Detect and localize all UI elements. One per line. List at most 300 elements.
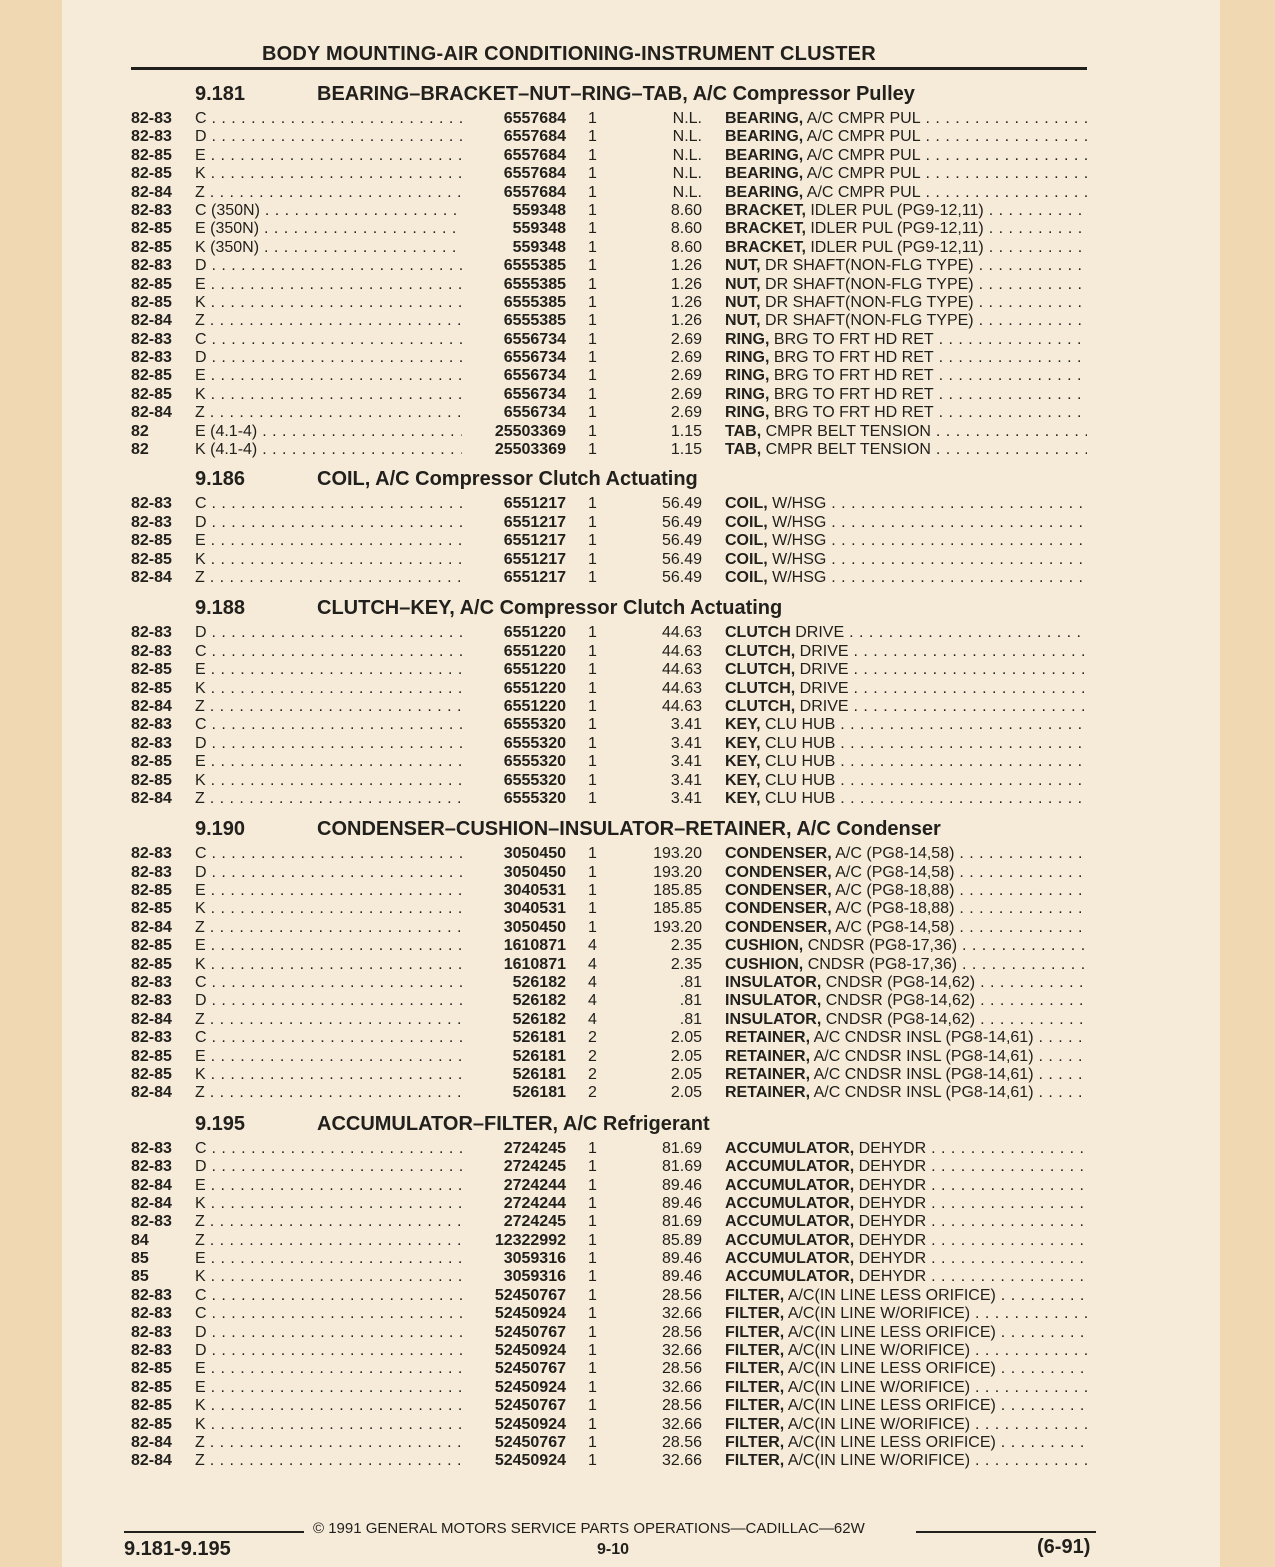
- description-cell: [725, 1287, 1087, 1305]
- model-cell: D . . .: [195, 128, 463, 146]
- parts-row: [0, 845, 1275, 863]
- quantity-cell: 1: [588, 422, 597, 440]
- description-noun: FILTER,: [725, 1452, 785, 1470]
- description-noun: CLUTCH,: [725, 679, 796, 697]
- price-cell: 2.69: [670, 367, 702, 385]
- description-noun: FILTER,: [725, 1378, 785, 1396]
- model-cell: Z . . .: [195, 312, 463, 330]
- parts-row: [0, 532, 1275, 550]
- description-noun: INSULATOR,: [725, 974, 822, 992]
- parts-row: [0, 937, 1275, 955]
- section-heading: [0, 1113, 1275, 1140]
- model-cell: E . . .: [195, 367, 463, 385]
- description-cell: [725, 937, 1087, 955]
- description-detail: A/C CMPR PUL: [806, 128, 921, 146]
- parts-row: [0, 1416, 1275, 1434]
- quantity-cell: 1: [588, 275, 597, 293]
- parts-row: [0, 1434, 1275, 1452]
- part-number-cell: 6555385: [462, 294, 566, 312]
- parts-row: [0, 1066, 1275, 1084]
- year-cell: 82-83: [131, 330, 172, 348]
- model-cell: Z . . .: [195, 1232, 463, 1250]
- year-cell: 82-83: [131, 1323, 172, 1341]
- footer-page-number: 9-10: [597, 1541, 630, 1558]
- parts-row: [0, 128, 1275, 146]
- quantity-cell: 1: [588, 1158, 597, 1176]
- quantity-cell: 1: [588, 441, 597, 459]
- model-cell: K . . .: [195, 165, 463, 183]
- quantity-cell: 4: [588, 1010, 597, 1028]
- section-number: 9.195: [195, 1112, 246, 1135]
- year-cell: 82-84: [131, 183, 172, 201]
- year-cell: 82: [131, 422, 149, 440]
- part-number-cell: 6555320: [462, 716, 566, 734]
- part-number-cell: 52450767: [462, 1287, 566, 1305]
- description-detail: A/C (PG8-14,58): [835, 845, 955, 863]
- price-cell: 44.63: [661, 624, 702, 642]
- parts-row: [0, 367, 1275, 385]
- part-number-cell: 2724245: [462, 1213, 566, 1231]
- year-cell: 82-83: [131, 1213, 172, 1231]
- model-cell: C . . .: [195, 110, 463, 128]
- quantity-cell: 2: [588, 1065, 597, 1083]
- description-noun: KEY,: [725, 789, 761, 807]
- year-cell: 82-85: [131, 1378, 172, 1396]
- year-cell: 82-85: [131, 293, 172, 311]
- quantity-cell: 1: [588, 1397, 597, 1415]
- parts-row: [0, 569, 1275, 587]
- description-detail: A/C(IN LINE LESS ORIFICE): [787, 1360, 996, 1378]
- section-title: BEARING–BRACKET–NUT–RING–TAB, A/C Compressor Pulley: [317, 83, 915, 105]
- description-detail: A/C CNDSR INSL (PG8-14,61): [813, 1029, 1034, 1047]
- parts-row: [0, 1342, 1275, 1360]
- part-number-cell: 1610871: [462, 937, 566, 955]
- part-number-cell: 6557684: [462, 147, 566, 165]
- description-noun: FILTER,: [725, 1342, 785, 1360]
- description-cell: [725, 239, 1087, 257]
- parts-row: [0, 1379, 1275, 1397]
- quantity-cell: 1: [588, 661, 597, 679]
- year-cell: 82-85: [131, 1065, 172, 1083]
- parts-row: [0, 1452, 1275, 1470]
- price-cell: 1.15: [670, 422, 702, 440]
- part-number-cell: 52450924: [462, 1452, 566, 1470]
- year-cell: 82-83: [131, 624, 172, 642]
- description-noun: FILTER,: [725, 1286, 785, 1304]
- model-cell: E . . .: [195, 1379, 463, 1397]
- price-cell: 8.60: [670, 220, 702, 238]
- price-cell: 89.46: [661, 1250, 702, 1268]
- model-cell: C . . .: [195, 495, 463, 513]
- part-number-cell: 6556734: [462, 349, 566, 367]
- year-cell: 82-84: [131, 568, 172, 586]
- description-detail: A/C (PG8-18,88): [835, 882, 955, 900]
- quantity-cell: 1: [588, 624, 597, 642]
- price-cell: .81: [679, 992, 702, 1010]
- year-cell: 82-85: [131, 238, 172, 256]
- quantity-cell: 1: [588, 1250, 597, 1268]
- price-cell: 185.85: [653, 900, 702, 918]
- year-cell: 85: [131, 1250, 149, 1268]
- description-noun: TAB,: [725, 441, 762, 459]
- description-cell: [725, 753, 1087, 771]
- description-noun: FILTER,: [725, 1397, 785, 1415]
- year-cell: 82-85: [131, 1047, 172, 1065]
- model-cell: D . . .: [195, 864, 463, 882]
- description-noun: RETAINER,: [725, 1065, 811, 1083]
- part-number-cell: 3050450: [462, 864, 566, 882]
- description-detail: CLU HUB: [765, 789, 836, 807]
- model-cell: Z . . .: [195, 184, 463, 202]
- description-detail: W/HSG: [772, 513, 827, 531]
- year-cell: 82-84: [131, 1452, 172, 1470]
- description-cell: [725, 551, 1087, 569]
- quantity-cell: 1: [588, 550, 597, 568]
- description-detail: DEHYDR: [858, 1139, 927, 1157]
- description-cell: [725, 864, 1087, 882]
- year-cell: 82-85: [131, 679, 172, 697]
- part-number-cell: 6556734: [462, 386, 566, 404]
- description-detail: CLU HUB: [765, 753, 836, 771]
- price-cell: 89.46: [661, 1176, 702, 1194]
- parts-row: [0, 1250, 1275, 1268]
- quantity-cell: 1: [588, 349, 597, 367]
- description-noun: COIL,: [725, 495, 768, 513]
- description-noun: ACCUMULATOR,: [725, 1194, 855, 1212]
- description-cell: [725, 919, 1087, 937]
- year-cell: 82-83: [131, 201, 172, 219]
- part-number-cell: 3059316: [462, 1250, 566, 1268]
- description-cell: [725, 1029, 1087, 1047]
- description-noun: KEY,: [725, 753, 761, 771]
- description-cell: [725, 1011, 1087, 1029]
- description-noun: BRACKET,: [725, 201, 806, 219]
- description-detail: DRIVE: [795, 624, 845, 642]
- parts-row: [0, 1287, 1275, 1305]
- part-number-cell: 559348: [462, 220, 566, 238]
- part-number-cell: 6551217: [462, 532, 566, 550]
- model-cell: D . . .: [195, 1324, 463, 1342]
- quantity-cell: 4: [588, 955, 597, 973]
- description-cell: [725, 772, 1087, 790]
- description-detail: A/C(IN LINE W/ORIFICE): [787, 1452, 971, 1470]
- quantity-cell: 1: [588, 1342, 597, 1360]
- header-rule: [131, 67, 1087, 70]
- parts-row: [0, 404, 1275, 422]
- price-cell: 2.35: [670, 937, 702, 955]
- year-cell: 82-83: [131, 974, 172, 992]
- description-cell: [725, 514, 1087, 532]
- description-cell: [725, 1066, 1087, 1084]
- description-cell: [725, 1084, 1087, 1102]
- quantity-cell: 1: [588, 128, 597, 146]
- price-cell: 1.15: [670, 441, 702, 459]
- quantity-cell: 1: [588, 1268, 597, 1286]
- description-detail: A/C CMPR PUL: [806, 183, 921, 201]
- year-cell: 82-84: [131, 789, 172, 807]
- description-cell: [725, 698, 1087, 716]
- description-noun: RING,: [725, 330, 770, 348]
- part-number-cell: 6551220: [462, 624, 566, 642]
- model-cell: C . . .: [195, 974, 463, 992]
- model-cell: K . . .: [195, 294, 463, 312]
- model-cell: E (4.1-4) . . .: [195, 423, 463, 441]
- footer-copyright: © 1991 GENERAL MOTORS SERVICE PARTS OPERATIONS—CADILLAC—62W: [313, 1520, 865, 1537]
- quantity-cell: 1: [588, 1434, 597, 1451]
- price-cell: 56.49: [661, 513, 702, 531]
- description-detail: CMPR BELT TENSION: [765, 422, 931, 440]
- description-noun: INSULATOR,: [725, 992, 822, 1010]
- footer-section-range: 9.181-9.195: [124, 1538, 231, 1560]
- part-number-cell: 6551217: [462, 551, 566, 569]
- model-cell: E (350N) . . .: [195, 220, 463, 238]
- description-detail: DEHYDR: [858, 1250, 927, 1268]
- price-cell: 3.41: [670, 734, 702, 752]
- description-noun: ACCUMULATOR,: [725, 1268, 855, 1286]
- parts-row: [0, 1084, 1275, 1102]
- year-cell: 84: [131, 1231, 149, 1249]
- description-cell: [725, 220, 1087, 238]
- price-cell: 81.69: [661, 1139, 702, 1157]
- price-cell: 28.56: [661, 1397, 702, 1415]
- parts-row: [0, 680, 1275, 698]
- part-number-cell: 526182: [462, 1011, 566, 1029]
- price-cell: 81.69: [661, 1158, 702, 1176]
- price-cell: 44.63: [661, 679, 702, 697]
- price-cell: 2.69: [670, 385, 702, 403]
- part-number-cell: 52450924: [462, 1379, 566, 1397]
- description-detail: CNDSR (PG8-14,62): [825, 992, 976, 1010]
- description-noun: BRACKET,: [725, 238, 806, 256]
- part-number-cell: 6556734: [462, 367, 566, 385]
- description-noun: FILTER,: [725, 1434, 785, 1451]
- quantity-cell: 1: [588, 330, 597, 348]
- parts-row: [0, 1305, 1275, 1323]
- part-number-cell: 52450924: [462, 1305, 566, 1323]
- description-cell: [725, 349, 1087, 367]
- year-cell: 82-85: [131, 1360, 172, 1378]
- part-number-cell: 52450924: [462, 1342, 566, 1360]
- price-cell: 2.69: [670, 330, 702, 348]
- quantity-cell: 1: [588, 1360, 597, 1378]
- parts-row: [0, 1268, 1275, 1286]
- description-noun: KEY,: [725, 734, 761, 752]
- year-cell: 82-85: [131, 550, 172, 568]
- year-cell: 82-83: [131, 1139, 172, 1157]
- description-cell: [725, 1268, 1087, 1286]
- description-noun: RING,: [725, 404, 770, 422]
- part-number-cell: 6551220: [462, 643, 566, 661]
- description-cell: [725, 680, 1087, 698]
- parts-row: [0, 276, 1275, 294]
- description-cell: [725, 257, 1087, 275]
- price-cell: 3.41: [670, 771, 702, 789]
- description-noun: CUSHION,: [725, 955, 804, 973]
- description-detail: A/C CNDSR INSL (PG8-14,61): [813, 1084, 1034, 1102]
- model-cell: C (350N) . . .: [195, 202, 463, 220]
- description-cell: [725, 790, 1087, 808]
- model-cell: K . . .: [195, 386, 463, 404]
- quantity-cell: 1: [588, 404, 597, 422]
- part-number-cell: 3050450: [462, 845, 566, 863]
- parts-row: [0, 294, 1275, 312]
- parts-row: [0, 661, 1275, 679]
- parts-row: [0, 514, 1275, 532]
- part-number-cell: 52450767: [462, 1434, 566, 1452]
- price-cell: 81.69: [661, 1213, 702, 1231]
- description-noun: CONDENSER,: [725, 918, 832, 936]
- description-noun: BEARING,: [725, 128, 804, 146]
- quantity-cell: 1: [588, 697, 597, 715]
- price-cell: .81: [679, 1010, 702, 1028]
- year-cell: 82-83: [131, 1158, 172, 1176]
- description-detail: CNDSR (PG8-17,36): [807, 955, 958, 973]
- quantity-cell: 1: [588, 1452, 597, 1470]
- description-noun: BEARING,: [725, 183, 804, 201]
- year-cell: 82-85: [131, 367, 172, 385]
- year-cell: 82-85: [131, 220, 172, 238]
- year-cell: 82-84: [131, 1010, 172, 1028]
- price-cell: 56.49: [661, 568, 702, 586]
- price-cell: 2.05: [670, 1084, 702, 1102]
- description-noun: KEY,: [725, 771, 761, 789]
- parts-row: [0, 147, 1275, 165]
- description-detail: CLU HUB: [765, 771, 836, 789]
- part-number-cell: 526182: [462, 992, 566, 1010]
- year-cell: 82-85: [131, 937, 172, 955]
- year-cell: 82-85: [131, 275, 172, 293]
- year-cell: 82-85: [131, 771, 172, 789]
- description-detail: DRIVE: [799, 697, 849, 715]
- model-cell: K . . .: [195, 900, 463, 918]
- footer-revision: (6-91): [1037, 1536, 1091, 1558]
- section-title: CONDENSER–CUSHION–INSULATOR–RETAINER, A/C Condenser: [317, 818, 941, 841]
- year-cell: 82: [131, 441, 149, 459]
- description-cell: [725, 1232, 1087, 1250]
- description-noun: CLUTCH,: [725, 697, 796, 715]
- quantity-cell: 4: [588, 992, 597, 1010]
- quantity-cell: 1: [588, 183, 597, 201]
- description-noun: CLUTCH,: [725, 661, 796, 679]
- section-9-190: [0, 818, 1275, 1102]
- part-number-cell: 6555320: [462, 753, 566, 771]
- part-number-cell: 6557684: [462, 165, 566, 183]
- model-cell: E . . .: [195, 882, 463, 900]
- quantity-cell: 1: [588, 532, 597, 550]
- description-noun: NUT,: [725, 257, 761, 275]
- description-cell: [725, 1416, 1087, 1434]
- quantity-cell: 1: [588, 220, 597, 238]
- description-noun: ACCUMULATOR,: [725, 1158, 855, 1176]
- description-detail: DRIVE: [799, 661, 849, 679]
- quantity-cell: 1: [588, 293, 597, 311]
- description-detail: DEHYDR: [858, 1268, 927, 1286]
- parts-row: [0, 331, 1275, 349]
- year-cell: 82-83: [131, 845, 172, 863]
- description-noun: NUT,: [725, 312, 761, 330]
- description-noun: CONDENSER,: [725, 863, 832, 881]
- price-cell: 44.63: [661, 642, 702, 660]
- parts-row: [0, 772, 1275, 790]
- description-noun: ACCUMULATOR,: [725, 1231, 855, 1249]
- part-number-cell: 3059316: [462, 1268, 566, 1286]
- description-cell: [725, 1379, 1087, 1397]
- part-number-cell: 526181: [462, 1084, 566, 1102]
- quantity-cell: 1: [588, 1194, 597, 1212]
- year-cell: 82-84: [131, 697, 172, 715]
- price-cell: 32.66: [661, 1452, 702, 1470]
- description-noun: RETAINER,: [725, 1047, 811, 1065]
- part-number-cell: 526181: [462, 1066, 566, 1084]
- parts-row: [0, 992, 1275, 1010]
- part-number-cell: 12322992: [462, 1232, 566, 1250]
- part-number-cell: 6557684: [462, 128, 566, 146]
- description-detail: DR SHAFT(NON-FLG TYPE): [765, 293, 974, 311]
- description-detail: BRG TO FRT HD RET: [773, 404, 934, 422]
- description-noun: FILTER,: [725, 1305, 785, 1323]
- part-number-cell: 6556734: [462, 404, 566, 422]
- price-cell: 28.56: [661, 1360, 702, 1378]
- description-detail: DR SHAFT(NON-FLG TYPE): [765, 275, 974, 293]
- description-detail: CLU HUB: [765, 734, 836, 752]
- part-number-cell: 3050450: [462, 919, 566, 937]
- part-number-cell: 1610871: [462, 956, 566, 974]
- model-cell: E . . .: [195, 1250, 463, 1268]
- quantity-cell: 1: [588, 1415, 597, 1433]
- model-cell: K (4.1-4) . . .: [195, 441, 463, 459]
- model-cell: C . . .: [195, 1305, 463, 1323]
- description-detail: A/C(IN LINE W/ORIFICE): [787, 1305, 971, 1323]
- parts-row: [0, 551, 1275, 569]
- description-noun: FILTER,: [725, 1360, 785, 1378]
- description-cell: [725, 974, 1087, 992]
- quantity-cell: 4: [588, 937, 597, 955]
- section-9-188: [0, 597, 1275, 808]
- model-cell: D . . .: [195, 1158, 463, 1176]
- price-cell: 28.56: [661, 1323, 702, 1341]
- description-cell: [725, 624, 1087, 642]
- price-cell: 8.60: [670, 201, 702, 219]
- parts-row: [0, 1029, 1275, 1047]
- part-number-cell: 526181: [462, 1048, 566, 1066]
- quantity-cell: 1: [588, 882, 597, 900]
- parts-row: [0, 184, 1275, 202]
- description-detail: IDLER PUL (PG9-12,11): [810, 220, 984, 238]
- description-cell: [725, 1177, 1087, 1195]
- description-cell: [725, 1048, 1087, 1066]
- price-cell: 56.49: [661, 495, 702, 513]
- parts-row: [0, 1397, 1275, 1415]
- quantity-cell: 1: [588, 165, 597, 183]
- description-noun: COIL,: [725, 568, 768, 586]
- model-cell: C . . .: [195, 845, 463, 863]
- parts-row: [0, 257, 1275, 275]
- year-cell: 82-84: [131, 312, 172, 330]
- section-title: CLUTCH–KEY, A/C Compressor Clutch Actuating: [317, 597, 783, 620]
- quantity-cell: 1: [588, 110, 597, 127]
- model-cell: C . . .: [195, 331, 463, 349]
- description-cell: [725, 331, 1087, 349]
- quantity-cell: 1: [588, 679, 597, 697]
- description-noun: RING,: [725, 385, 770, 403]
- price-cell: 2.35: [670, 955, 702, 973]
- part-number-cell: 6555320: [462, 772, 566, 790]
- description-noun: CLUTCH,: [725, 642, 796, 660]
- model-cell: C . . .: [195, 716, 463, 734]
- description-noun: KEY,: [725, 716, 761, 734]
- description-detail: BRG TO FRT HD RET: [773, 330, 934, 348]
- year-cell: 82-83: [131, 716, 172, 734]
